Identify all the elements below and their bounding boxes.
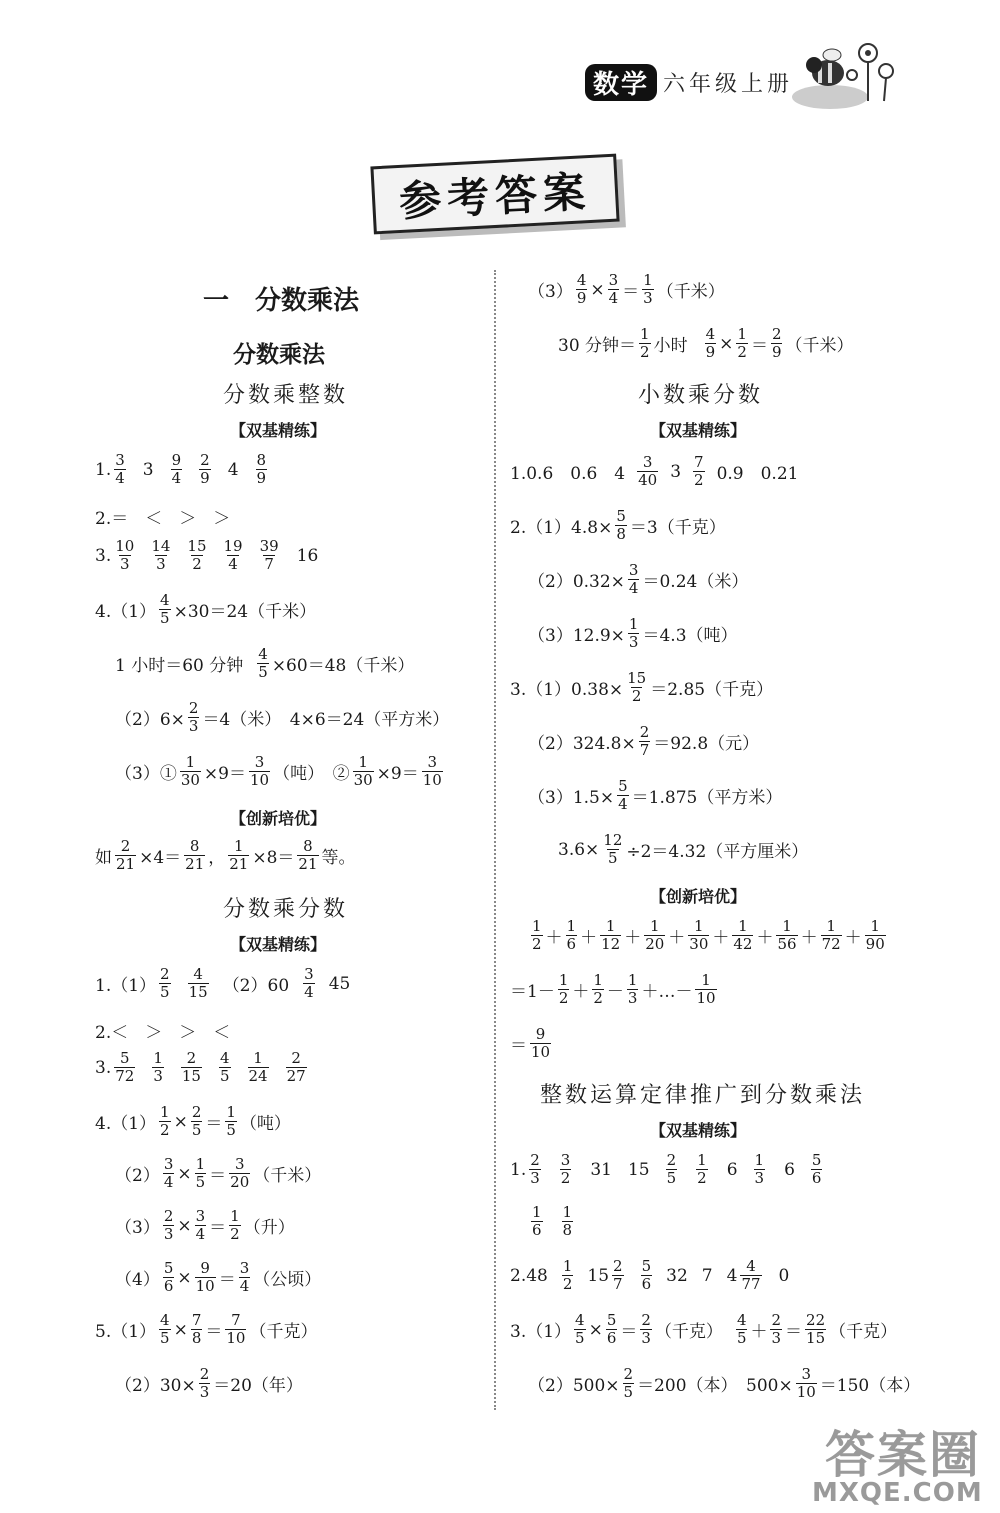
subsection-fraction-fraction: 分数乘分数	[223, 897, 349, 922]
answer-line: 3. $\frac{5}{72}$ $\frac{1}{3}$ $\frac{2}{15}$ $\frac{4}{5}$ $\frac{1}{24}$ $\frac{2}{27}$	[95, 1049, 306, 1085]
answer-line: （3）1.5× $\frac{5}{4}$ ＝1.875（平方米）	[528, 777, 783, 813]
answer-line: $\frac{1}{2}$ ＋ $\frac{1}{6}$ ＋ $\frac{1}{12}$ ＋ $\frac{1}{20}$ ＋ $\frac{1}{30}$ ＋ $\frac{1}{42}$ ＋ $\frac{1}{56}$ ＋ $\frac{1}{72}$ ＋ $\frac{1}{90}$	[532, 917, 885, 953]
answer-line: （3）12.9× $\frac{1}{3}$ ＝4.3（吨）	[528, 615, 738, 651]
answer-line: $\frac{1}{6}$ $\frac{1}{8}$	[532, 1203, 573, 1239]
answer-line: （2）0.32× $\frac{3}{4}$ ＝0.24（米）	[528, 561, 749, 597]
answer-line: （4） $\frac{5}{6}$ × $\frac{9}{10}$ ＝ $\frac{3}{4}$ （公顷）	[115, 1259, 322, 1295]
section-title: 分数乘法	[233, 342, 325, 368]
answer-line: （2）324.8× $\frac{2}{7}$ ＝92.8（元）	[528, 723, 760, 759]
answer-line: 3. $\frac{10}{3}$ $\frac{14}{3}$ $\frac{15}{2}$ $\frac{19}{4}$ $\frac{39}{7}$ 16	[95, 537, 319, 573]
answer-line: （2）30× $\frac{2}{3}$ ＝20（年）	[115, 1365, 303, 1401]
answer-line: 1.（1） $\frac{2}{5}$ $\frac{4}{15}$ （2）60 $\frac{3}{4}$ 45	[95, 965, 351, 1001]
answer-line: （2）6× $\frac{2}{3}$ ＝4（米） 4×6＝24（平方米）	[115, 699, 450, 735]
answer-line: （3） $\frac{2}{3}$ × $\frac{3}{4}$ ＝ $\frac{1}{2}$ （升）	[115, 1207, 295, 1243]
answer-line: （2） $\frac{3}{4}$ × $\frac{1}{5}$ ＝ $\frac{3}{20}$ （千米）	[115, 1155, 322, 1191]
answer-line: 3.6× $\frac{12}{5}$ ÷2＝4.32（平方厘米）	[558, 831, 809, 867]
tag-innovation: 【创新培优】	[650, 887, 747, 906]
subsection-laws: 整数运算定律推广到分数乘法	[540, 1083, 866, 1108]
answer-line: ＝1－ $\frac{1}{2}$ ＋ $\frac{1}{2}$ － $\frac{1}{3}$ ＋…－ $\frac{1}{10}$	[510, 971, 716, 1007]
answer-line: 2.＜ ＞ ＞ ＜	[95, 1023, 231, 1043]
tag-basic-practice: 【双基精练】	[650, 1121, 747, 1140]
page-title: 参考答案	[397, 167, 593, 226]
fraction: $\frac{3}{4}$	[115, 451, 125, 487]
subject-label: 数学	[585, 64, 657, 101]
answer-line: 2.＝ ＜ ＞ ＞	[95, 509, 231, 529]
answer-line: （3）① $\frac{1}{30}$ ×9＝ $\frac{3}{10}$ （吨） ② $\frac{1}{30}$ ×9＝ $\frac{3}{10}$	[115, 753, 442, 789]
subsection-decimal-fraction: 小数乘分数	[638, 383, 764, 408]
answer-line: 3.（1） $\frac{4}{5}$ × $\frac{5}{6}$ ＝ $\frac{2}{3}$ （千克） $\frac{4}{5}$ ＋ $\frac{2}{3}$ ＝ $\frac{22}{15}$ （千克）	[510, 1311, 898, 1347]
tag-innovation: 【创新培优】	[230, 809, 327, 828]
grade-label: 六年级上册	[663, 71, 794, 97]
watermark	[800, 1410, 1000, 1510]
answer-line: 30 分钟＝ $\frac{1}{2}$ 小时 $\frac{4}{9}$ × $\frac{1}{2}$ ＝ $\frac{2}{9}$ （千米）	[558, 325, 854, 361]
answer-line: 4.（1） $\frac{1}{2}$ × $\frac{2}{5}$ ＝ $\frac{1}{5}$ （吨）	[95, 1103, 291, 1139]
answer-line: 如 $\frac{2}{21}$ ×4＝ $\frac{8}{21}$ ， $\frac{1}{21}$ ×8＝ $\frac{8}{21}$ 等。	[95, 837, 356, 873]
watermark-url: MXQE.COM	[812, 1478, 983, 1508]
title-box	[370, 154, 619, 235]
answer-line: 1. $\frac{3}{4}$ 3 $\frac{9}{4}$ $\frac{2}{9}$ 4 $\frac{8}{9}$	[95, 451, 267, 487]
answer-line: 5.（1） $\frac{4}{5}$ × $\frac{7}{8}$ ＝ $\frac{7}{10}$ （千克）	[95, 1311, 318, 1347]
answer-line: （3） $\frac{4}{9}$ × $\frac{3}{4}$ ＝ $\frac{1}{3}$ （千米）	[528, 271, 725, 307]
tag-basic-practice: 【双基精练】	[230, 935, 327, 954]
answer-line: 2.（1）4.8× $\frac{5}{8}$ ＝3（千克）	[510, 507, 726, 543]
fraction: $\frac{2}{9}$	[200, 451, 210, 487]
answer-line: 4.（1） $\frac{4}{5}$ ×30＝24（千米）	[95, 591, 317, 627]
answer-line: ＝ $\frac{9}{10}$	[510, 1025, 551, 1061]
answer-line: 2.48 $\frac{1}{2}$ 15 $\frac{2}{7}$ $\frac{5}{6}$ 32 7 4 $\frac{4}{77}$ 0	[510, 1257, 790, 1293]
tag-basic-practice: 【双基精练】	[650, 421, 747, 440]
bee-flower-icon	[790, 35, 900, 115]
watermark-logo: 答案圈	[825, 1426, 981, 1484]
column-divider	[494, 270, 496, 1410]
fraction: $\frac{8}{9}$	[256, 451, 267, 487]
tag-basic-practice: 【双基精练】	[230, 421, 327, 440]
answer-line: 3.（1）0.38× $\frac{15}{2}$ ＝2.85（千克）	[510, 669, 774, 705]
chapter-title: 一 分数乘法	[203, 286, 360, 316]
answer-line: 1 小时＝60 分钟 $\frac{4}{5}$ ×60＝48（千米）	[115, 645, 415, 681]
answer-line: （2）500× $\frac{2}{5}$ ＝200（本） 500× $\frac{3}{10}$ ＝150（本）	[528, 1365, 921, 1401]
answer-line: 1.0.6 0.6 4 $\frac{3}{40}$ 3 $\frac{7}{2}$ 0.9 0.21	[510, 453, 799, 489]
subsection-fraction-integer: 分数乘整数	[223, 383, 349, 408]
fraction: $\frac{9}{4}$	[171, 451, 182, 487]
answer-line: 1. $\frac{2}{3}$ $\frac{3}{2}$ 31 15 $\frac{2}{5}$ $\frac{1}{2}$ 6 $\frac{1}{3}$ 6 $\frac{5}{6}$	[510, 1151, 822, 1187]
page-header	[585, 62, 793, 102]
